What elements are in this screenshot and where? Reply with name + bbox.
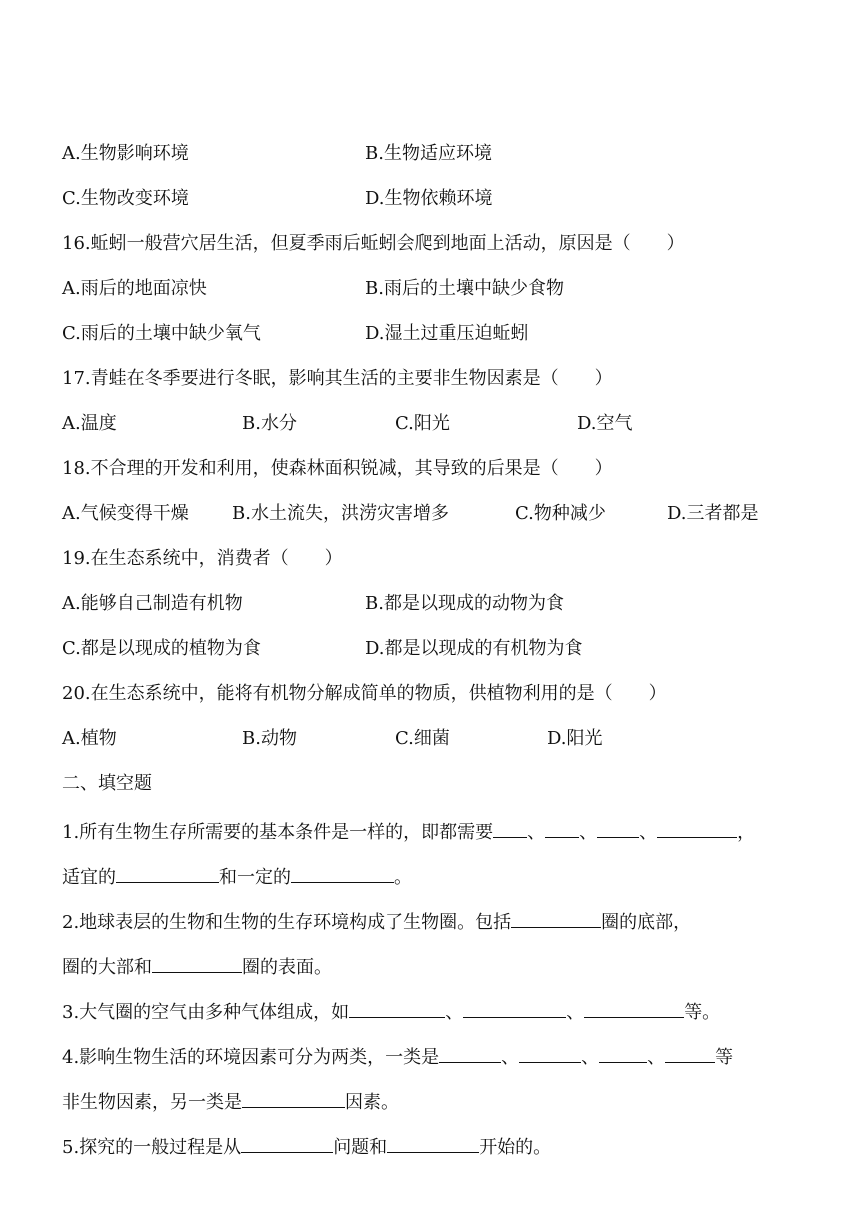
- fill2-text-2a: 圈的大部和: [62, 957, 152, 978]
- fill2-text-b: 圈的底部，: [601, 912, 692, 933]
- fill5-line: [62, 1132, 551, 1162]
- q17-option-d: D.空气: [577, 413, 633, 434]
- fill1-text-2b: 和一定的: [219, 867, 291, 888]
- fill1-sep: 、: [527, 822, 546, 843]
- section-title-fill-in: 二、填空题: [62, 773, 152, 794]
- fill4-blank-5[interactable]: [242, 1087, 345, 1108]
- q15-option-a: A.生物影响环境: [62, 143, 189, 164]
- q16-option-a: A.雨后的地面凉快: [62, 278, 207, 299]
- q16-option-d: D.湿土过重压迫蚯蚓: [365, 323, 529, 344]
- q19-option-d: D.都是以现成的有机物为食: [365, 638, 583, 659]
- fill4-text-2b: 因素。: [345, 1092, 399, 1113]
- fill1-blank-1[interactable]: [493, 817, 527, 838]
- q20-option-c: C.细菌: [395, 728, 450, 749]
- fill4-line1: [62, 1042, 733, 1072]
- fill4-sep: 、: [501, 1047, 520, 1068]
- fill4-sep: 、: [581, 1047, 600, 1068]
- q17-stem: 17.青蛙在冬季要进行冬眠，影响其生活的主要非生物因素是（ ）: [62, 368, 613, 389]
- fill3-text: 3.大气圈的空气由多种气体组成，如: [62, 1002, 350, 1023]
- fill2-text: 2.地球表层的生物和生物的生存环境构成了生物圈。包括: [62, 912, 512, 933]
- fill5-blank-1[interactable]: [241, 1132, 333, 1153]
- q19-option-a: A.能够自己制造有机物: [62, 593, 243, 614]
- fill3-end: 等。: [684, 1002, 721, 1023]
- q15-option-c: C.生物改变环境: [62, 188, 189, 209]
- q20-option-d: D.阳光: [547, 728, 603, 749]
- fill1-text: 1.所有生物生存所需要的基本条件是一样的，即都需要: [62, 822, 494, 843]
- fill3-blank-3[interactable]: [584, 997, 684, 1018]
- fill3-blank-2[interactable]: [463, 997, 566, 1018]
- q18-option-d: D.三者都是: [667, 503, 759, 524]
- fill5-text: 5.探究的一般过程是从: [62, 1137, 242, 1158]
- q18-option-c: C.物种减少: [515, 503, 606, 524]
- q20-stem: 20.在生态系统中，能将有机物分解成简单的物质，供植物利用的是（ ）: [62, 683, 667, 704]
- q15-option-d: D.生物依赖环境: [365, 188, 493, 209]
- fill1-line1: [62, 817, 755, 847]
- fill4-end: 等: [715, 1047, 734, 1068]
- fill1-text-2a: 适宜的: [62, 867, 116, 888]
- fill2-blank-2[interactable]: [152, 952, 242, 973]
- q19-option-c: C.都是以现成的植物为食: [62, 638, 261, 659]
- fill1-blank-6[interactable]: [291, 862, 394, 883]
- q18-option-a: A.气候变得干燥: [62, 503, 189, 524]
- fill3-blank-1[interactable]: [349, 997, 445, 1018]
- fill2-text-2b: 圈的表面。: [242, 957, 332, 978]
- q19-stem: 19.在生态系统中，消费者（ ）: [62, 548, 343, 569]
- fill3-sep: 、: [445, 1002, 464, 1023]
- fill2-blank-1[interactable]: [511, 907, 601, 928]
- q18-option-b: B.水土流失，洪涝灾害增多: [232, 503, 449, 524]
- fill1-blank-4[interactable]: [657, 817, 737, 838]
- q17-option-a: A.温度: [62, 413, 117, 434]
- fill1-sep: 、: [639, 822, 658, 843]
- fill4-text-2a: 非生物因素，另一类是: [62, 1092, 242, 1113]
- fill1-blank-2[interactable]: [545, 817, 579, 838]
- q19-option-b: B.都是以现成的动物为食: [365, 593, 564, 614]
- fill4-line2: [62, 1087, 399, 1117]
- q20-option-a: A.植物: [62, 728, 117, 749]
- q16-stem: 16.蚯蚓一般营穴居生活，但夏季雨后蚯蚓会爬到地面上活动，原因是（ ）: [62, 233, 685, 254]
- fill5-text-c: 开始的。: [479, 1137, 552, 1158]
- q15-option-b: B.生物适应环境: [365, 143, 492, 164]
- fill4-blank-3[interactable]: [599, 1042, 647, 1063]
- fill4-blank-2[interactable]: [519, 1042, 581, 1063]
- fill5-text-b: 问题和: [333, 1137, 388, 1158]
- q18-stem: 18.不合理的开发和利用，使森林面积锐减，其导致的后果是（ ）: [62, 458, 613, 479]
- fill1-end-comma: ，: [737, 822, 756, 843]
- q17-option-c: C.阳光: [395, 413, 450, 434]
- fill3-sep: 、: [566, 1002, 585, 1023]
- fill3-line: [62, 997, 720, 1027]
- fill4-blank-4[interactable]: [665, 1042, 715, 1063]
- fill5-blank-2[interactable]: [387, 1132, 479, 1153]
- fill1-sep: 、: [579, 822, 598, 843]
- q20-option-b: B.动物: [242, 728, 297, 749]
- fill2-line2: [62, 952, 332, 982]
- fill1-blank-5[interactable]: [116, 862, 219, 883]
- fill4-text: 4.影响生物生活的环境因素可分为两类，一类是: [62, 1047, 440, 1068]
- fill1-line2: [62, 862, 412, 892]
- q17-option-b: B.水分: [242, 413, 297, 434]
- fill2-line1: [62, 907, 691, 937]
- fill4-blank-1[interactable]: [439, 1042, 501, 1063]
- q16-option-b: B.雨后的土壤中缺少食物: [365, 278, 564, 299]
- fill1-blank-3[interactable]: [597, 817, 639, 838]
- fill1-text-2c: 。: [394, 867, 412, 888]
- q16-option-c: C.雨后的土壤中缺少氧气: [62, 323, 261, 344]
- fill4-sep: 、: [647, 1047, 666, 1068]
